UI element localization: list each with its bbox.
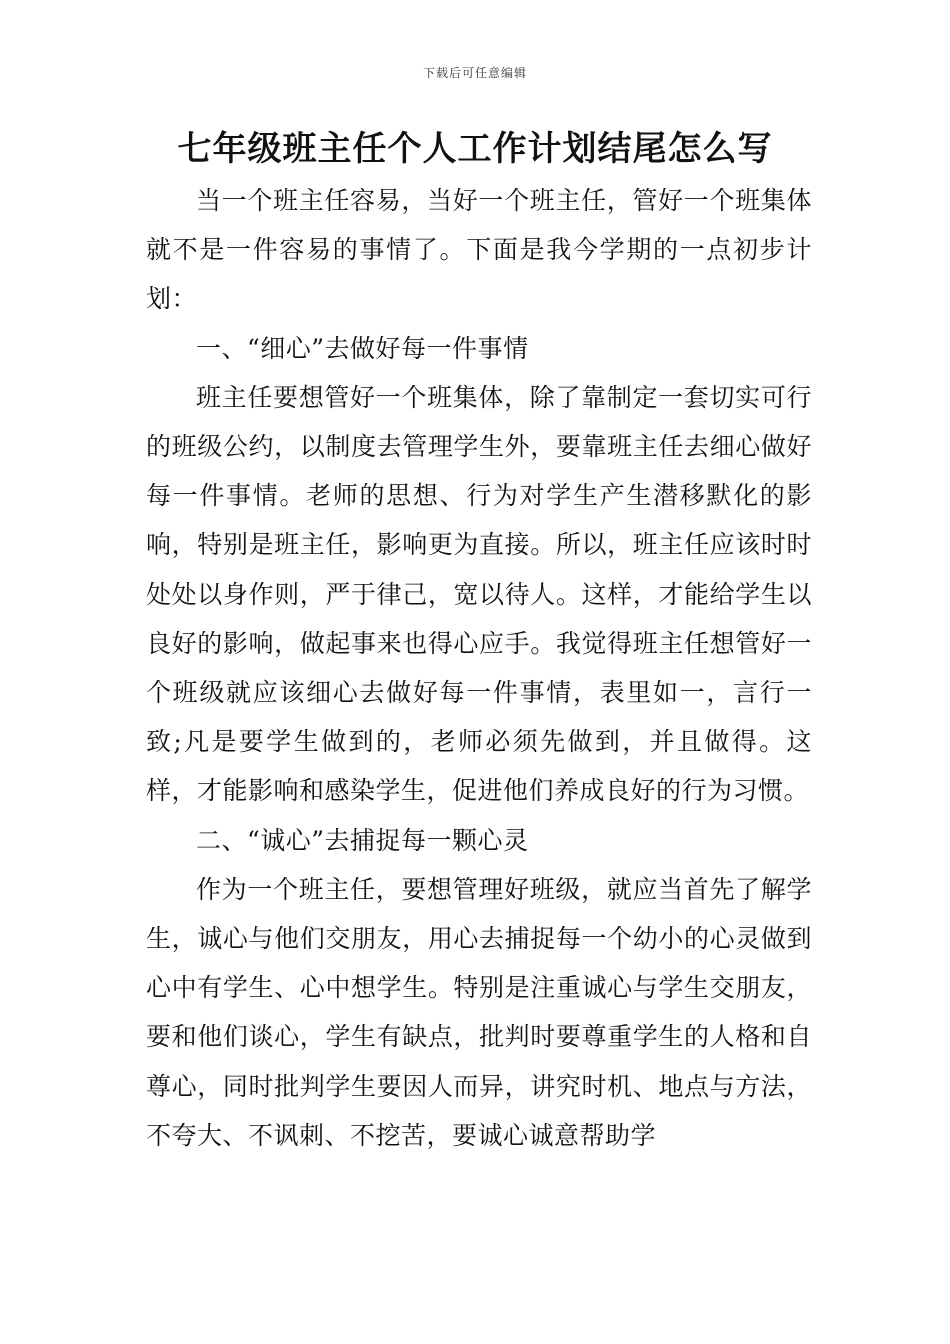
section-1-paragraph: 班主任要想管好一个班集体，除了靠制定一套切实可行的班级公约，以制度去管理学生外，要靠班主任去细心做好每一件事情。老师的思想、行为对学生产生潜移默化的影响，特别是班主任，影响更为直接。所以，班主任应该时时处处以身作则，严于律己，宽以待人。这样，才能给学生以良好的影响，做起事来也得心应手。我觉得班主任想管好一个班级就应该细心去做好每一件事情，表里如一，言行一致;凡是要学生做到的，老师必须先做到，并且做得。这样，才能影响和感染学生，促进他们养成良好的行为习惯。 — [146, 382, 812, 806]
document-title: 七年级班主任个人工作计划结尾怎么写 — [177, 129, 773, 169]
section-2-paragraph: 作为一个班主任，要想管理好班级，就应当首先了解学生，诚心与他们交朋友，用心去捕捉每一个幼小的心灵做到心中有学生、心中想学生。特别是注重诚心与学生交朋友，要和他们谈心，学生有缺点，批判时要尊重学生的人格和自尊心，同时批判学生要因人而异，讲究时机、地点与方法，不夸大、不讽刺、不挖苦，要诚心诚意帮助学 — [146, 874, 812, 1150]
header-note: 下载后可任意编辑 — [422, 66, 527, 80]
section-heading-2: 二、“诚心”去捕捉每一颗心灵 — [196, 825, 529, 855]
document-body — [146, 176, 812, 1160]
section-heading-1: 一、“细心”去做好每一件事情 — [196, 333, 529, 363]
intro-paragraph: 当一个班主任容易，当好一个班主任，管好一个班集体就不是一件容易的事情了。下面是我今学期的一点初步计划： — [146, 186, 812, 314]
